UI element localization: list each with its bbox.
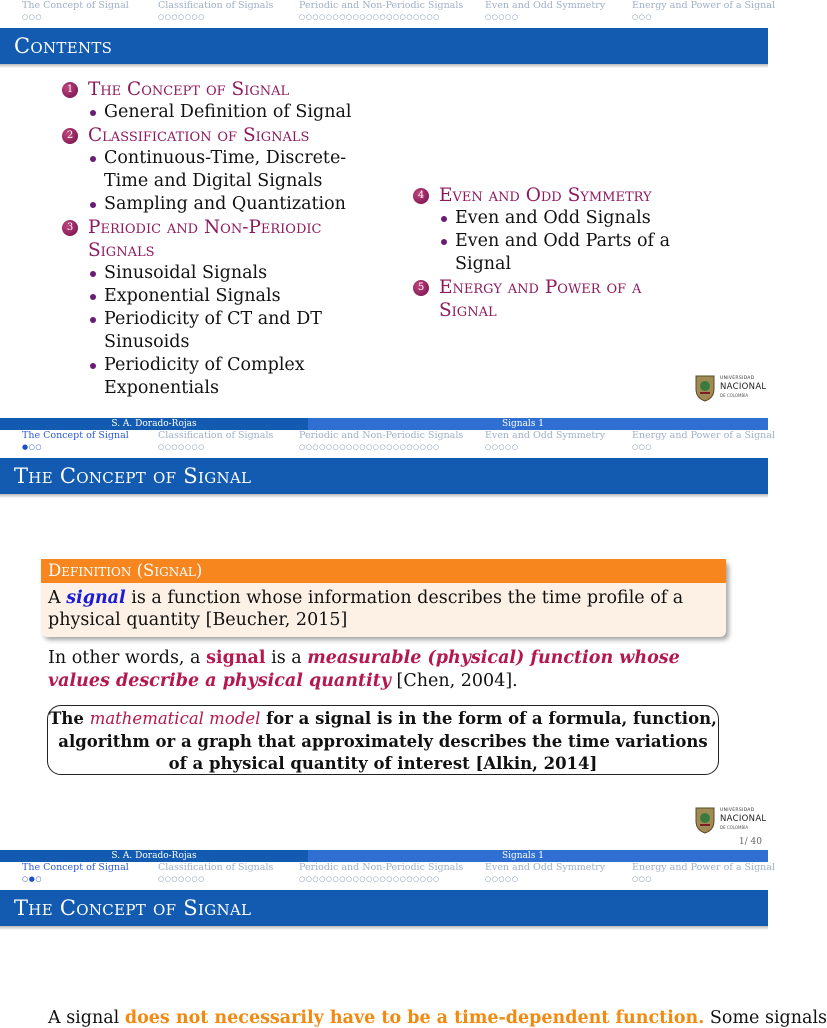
text: A signal [48, 1008, 120, 1028]
nav-section-energy[interactable] [632, 430, 775, 452]
nav-title[interactable]: Energy and Power of a Signal [632, 862, 775, 873]
nav-section-symmetry[interactable] [485, 862, 605, 884]
nav-title[interactable]: Even and Odd Symmetry [485, 0, 606, 11]
text: is a [271, 648, 302, 668]
footer-title: Signals 1 [501, 851, 545, 861]
nav-dots[interactable]: ○○○○○○○ [158, 13, 205, 21]
footer-bar [0, 418, 768, 430]
nav-title[interactable]: Periodic and Non-Periodic Signals [299, 0, 464, 11]
definition-block [41, 559, 726, 637]
title-shadow [0, 494, 768, 498]
logo-text: UNIVERSIDAD [720, 808, 755, 813]
toc-section-5[interactable] [413, 276, 669, 322]
nav-dots[interactable]: ○○○○○ [485, 443, 519, 451]
nav-title[interactable]: The Concept of Signal [22, 430, 129, 441]
text: is a function whose information describes the time profile of a physical quantity [Beucher, 2015] [48, 588, 684, 630]
paragraph [48, 647, 728, 693]
nav-section-periodic[interactable] [299, 430, 463, 452]
toc-section-title[interactable]: The Concept of Signal [88, 79, 290, 100]
nav-title[interactable]: Periodic and Non-Periodic Signals [299, 430, 464, 441]
logo-text: DE COLOMBIA [720, 393, 749, 398]
footer-title: Signals 1 [501, 419, 545, 429]
logo-text: UNIVERSIDAD [720, 376, 755, 381]
emphasis: does not necessarily have to be a time-dependent function. [124, 1008, 705, 1028]
slide-contents [0, 0, 775, 418]
definition-title: Definition (Signal) [41, 559, 726, 583]
nav-section-classification[interactable] [158, 430, 273, 452]
toc-section-title[interactable]: Even and Odd Symmetry [439, 185, 652, 206]
emphasis: mathematical model [89, 709, 261, 728]
logo-text: NACIONAL [720, 382, 767, 392]
nav-title[interactable]: Classification of Signals [158, 862, 274, 873]
nav-title[interactable]: Energy and Power of a Signal [632, 430, 775, 441]
toc-subsection[interactable]: Even and Odd Parts of a Signal [413, 230, 713, 276]
nav-dots[interactable]: ○○○○○○○○○○○○○○○○○○○○○ [299, 875, 440, 883]
model-callout [47, 705, 719, 775]
toc-subsection[interactable]: Even and Odd Signals [413, 207, 713, 230]
nav-title[interactable]: The Concept of Signal [22, 0, 129, 11]
page-number: 1/ 40 [738, 837, 762, 847]
nav-dots[interactable]: ○○○○○ [485, 875, 519, 883]
text: Some signals [709, 1008, 827, 1028]
toc-subsection[interactable]: Periodicity of Complex Exponentials [62, 354, 362, 400]
toc-subsection[interactable]: Sinusoidal Signals [62, 262, 362, 285]
slide-concept-of-signal-1 [0, 418, 775, 850]
nav-title[interactable]: Classification of Signals [158, 0, 274, 11]
toc-number-badge: 4 [413, 188, 429, 204]
definition-body [41, 583, 726, 631]
toc-right-column [413, 184, 713, 322]
frame-title-bar [0, 458, 768, 494]
nav-title[interactable]: Even and Odd Symmetry [485, 862, 606, 873]
toc-section-3[interactable] [62, 216, 362, 262]
title-shadow [0, 926, 768, 930]
nav-dots[interactable]: ○○○○○○○○○○○○○○○○○○○○○ [299, 443, 440, 451]
toc-subsection[interactable]: Periodicity of CT and DT Sinusoids [62, 308, 362, 354]
nav-section-symmetry[interactable] [485, 430, 605, 452]
frame-title-bar [0, 28, 768, 64]
title-shadow [0, 64, 768, 68]
nav-section-energy[interactable] [632, 862, 775, 884]
crest-icon [694, 374, 716, 402]
emphasis: measurable (physical) function whose values describe a physical quantity [48, 648, 680, 691]
nav-title[interactable]: The Concept of Signal [22, 862, 129, 873]
crest-icon [694, 806, 716, 834]
nav-title[interactable]: Periodic and Non-Periodic Signals [299, 862, 464, 873]
toc-number-badge: 2 [62, 128, 78, 144]
toc-section-1[interactable] [62, 78, 362, 101]
toc-section-title[interactable]: Energy and Power of a Signal [439, 277, 642, 321]
toc-subsection[interactable]: General Definition of Signal [62, 101, 362, 124]
toc-number-badge: 3 [62, 220, 78, 236]
toc-number-badge: 1 [62, 82, 78, 98]
section-navigation [0, 430, 775, 458]
frame-title: Contents [14, 34, 113, 58]
footer-bar [0, 850, 768, 862]
nav-section-concept[interactable] [22, 0, 129, 22]
text: In other words, a [48, 648, 201, 668]
text: A [48, 588, 61, 608]
frame-title: The Concept of Signal [14, 896, 252, 920]
nav-dots[interactable]: ○○○ [22, 13, 43, 21]
nav-section-periodic[interactable] [299, 0, 463, 22]
nav-section-classification[interactable] [158, 862, 273, 884]
toc-section-title[interactable]: Classification of Signals [88, 125, 310, 146]
slide-concept-of-signal-2 [0, 850, 827, 1028]
toc-section-title[interactable]: Periodic and Non-Periodic Signals [88, 217, 322, 261]
toc-left-column [62, 78, 362, 400]
toc-subsection[interactable]: Exponential Signals [62, 285, 362, 308]
nav-dots[interactable]: ○○○ [632, 875, 653, 883]
keyword-signal: signal [206, 648, 266, 668]
text: The [49, 709, 84, 728]
nav-dots[interactable]: ○○○ [632, 13, 653, 21]
nav-dots[interactable]: ●○○ [22, 443, 43, 451]
section-navigation [0, 862, 775, 890]
toc-number-badge: 5 [413, 280, 429, 296]
logo-text: NACIONAL [720, 814, 767, 824]
citation: [Chen, 2004]. [396, 671, 518, 691]
nav-dots[interactable]: ○●○ [22, 875, 43, 883]
frame-title-bar [0, 890, 768, 926]
nav-dots[interactable]: ○○○○○○○ [158, 443, 205, 451]
footer-author: S. A. Dorado-Rojas [111, 851, 197, 861]
nav-dots[interactable]: ○○○ [632, 443, 653, 451]
text: for a signal is in the form of a formula, function, algorithm or a graph that approximately describes the time variations of a physical quantity of interest [Alkin, 2014] [58, 709, 717, 773]
paragraph [48, 1008, 827, 1028]
nav-section-concept[interactable] [22, 862, 129, 884]
toc-section-4[interactable] [413, 184, 713, 207]
nav-title[interactable]: Energy and Power of a Signal [632, 0, 775, 11]
nav-dots[interactable]: ○○○○○ [485, 13, 519, 21]
nav-dots[interactable]: ○○○○○○○○○○○○○○○○○○○○○ [299, 13, 440, 21]
nav-section-energy[interactable] [632, 0, 775, 22]
keyword-signal: signal [66, 588, 126, 608]
university-logo [694, 374, 766, 404]
toc-section-2[interactable] [62, 124, 362, 147]
nav-section-symmetry[interactable] [485, 0, 605, 22]
toc-subsection[interactable]: Continuous-Time, Discrete-Time and Digital Signals [62, 147, 362, 193]
footer-author: S. A. Dorado-Rojas [111, 419, 197, 429]
nav-title[interactable]: Even and Odd Symmetry [485, 430, 606, 441]
nav-section-periodic[interactable] [299, 862, 463, 884]
university-logo [694, 806, 766, 836]
nav-dots[interactable]: ○○○○○○○ [158, 875, 205, 883]
logo-text: DE COLOMBIA [720, 825, 749, 830]
nav-section-classification[interactable] [158, 0, 273, 22]
section-navigation [0, 0, 775, 28]
nav-title[interactable]: Classification of Signals [158, 430, 274, 441]
nav-section-concept[interactable] [22, 430, 129, 452]
toc-subsection[interactable]: Sampling and Quantization [62, 193, 362, 216]
frame-title: The Concept of Signal [14, 464, 252, 488]
